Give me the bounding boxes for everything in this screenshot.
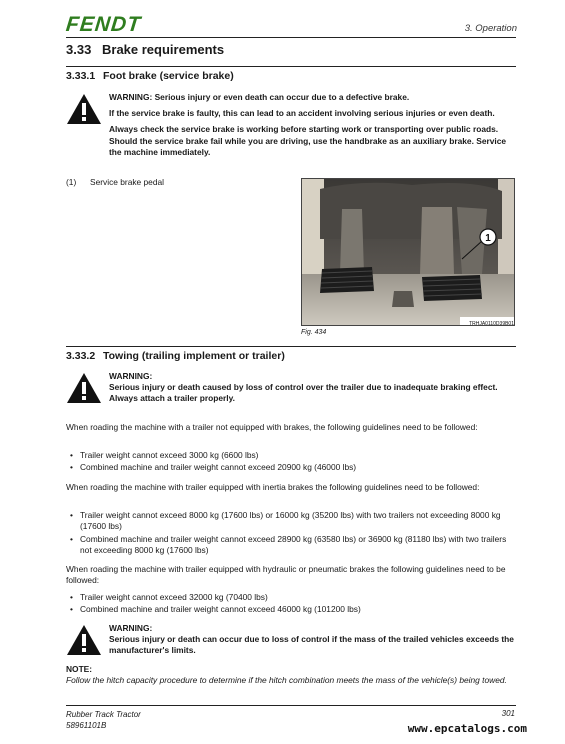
brake-pedal-illustration xyxy=(302,179,515,326)
page-number: 301 xyxy=(501,709,515,718)
footer-doc-number: 58961101B xyxy=(66,721,107,730)
warning-line: Serious injury or death caused by loss of control over the trailer due to inadequate braking effect. xyxy=(109,382,498,393)
list-item: • Trailer weight cannot exceed 8000 kg (17600 lbs) or 16000 kg (35200 lbs) with two trailers not exceeding 8000 kg (17600 lbs) xyxy=(66,510,516,533)
list-inertia xyxy=(66,510,516,558)
footer-document-info xyxy=(66,709,141,731)
list-item: • Combined machine and trailer weight cannot exceed 46000 kg (101200 lbs) xyxy=(66,604,516,615)
warning-line: Always attach a trailer properly. xyxy=(109,393,235,404)
subsection-heading-towing xyxy=(66,350,285,362)
footer-rule xyxy=(66,705,516,706)
warning-line: If the service brake is faulty, this can lead to an accident involving serious injuries or even death. xyxy=(109,108,495,119)
warning-line: Always check the service brake is working before starting work or transporting over public roads. Should the service brake fail while you are driving, use the handbrake as an auxiliary brake. Service the machine immediately. xyxy=(109,124,507,157)
list-item: • Trailer weight cannot exceed 3000 kg (6600 lbs) xyxy=(66,450,516,461)
warning-block-trailer-mass xyxy=(109,623,514,657)
figure-callout-number: 1 xyxy=(485,233,491,244)
note-text: Follow the hitch capacity procedure to determine if the hitch combination meets the mass of the vehicle(s) being towed. xyxy=(66,675,507,685)
list-hydraulic xyxy=(66,592,516,617)
legend-index: (1) xyxy=(66,177,77,187)
intro-no-brakes: When roading the machine with a trailer not equipped with brakes, the following guidelines need to be followed: xyxy=(66,422,478,432)
note-label: NOTE: xyxy=(66,664,93,674)
intro-hydraulic: When roading the machine with trailer equipped with hydraulic or pneumatic brakes the following guidelines need to be followed: xyxy=(66,564,506,586)
warning-triangle-icon xyxy=(66,93,102,125)
subsection-number: 3.33.2 xyxy=(66,350,96,362)
warning-line: WARNING: Serious injury or even death can occur due to a defective brake. xyxy=(109,92,410,102)
list-item: • Trailer weight cannot exceed 32000 kg (70400 lbs) xyxy=(66,592,516,603)
section-heading xyxy=(66,42,224,57)
subsection-rule-1 xyxy=(66,66,516,67)
subsection-rule-2 xyxy=(66,346,516,347)
warning-line: Serious injury or death can occur due to loss of control if the mass of the trailed vehicles exceeds the manufacturer's limits. xyxy=(109,634,514,656)
legend-label: Service brake pedal xyxy=(90,177,165,187)
list-no-brakes xyxy=(66,450,516,475)
header-rule xyxy=(66,37,516,38)
figure-legend-item xyxy=(66,177,164,187)
footer-product: Rubber Track Tractor xyxy=(66,710,141,719)
chapter-label: 3. Operation xyxy=(464,23,517,34)
brand-logo xyxy=(66,14,170,36)
subsection-number: 3.33.1 xyxy=(66,70,96,82)
brand-logo-text: FENDT xyxy=(64,13,143,36)
subsection-heading-foot-brake xyxy=(66,70,234,82)
warning-block-towing xyxy=(109,371,514,405)
figure-image-code: TRHJA0110D39B01 xyxy=(469,321,514,326)
subsection-title: Towing (trailing implement or trailer) xyxy=(103,350,285,362)
watermark-url: www.epcatalogs.com xyxy=(407,722,527,735)
warning-line: WARNING: xyxy=(109,623,153,633)
warning-block-foot-brake xyxy=(109,92,514,163)
list-item: • Combined machine and trailer weight cannot exceed 20900 kg (46000 lbs) xyxy=(66,462,516,473)
figure-caption: Fig. 434 xyxy=(301,329,327,336)
brake-pedal-photo xyxy=(301,178,515,326)
list-item: • Combined machine and trailer weight cannot exceed 28900 kg (63580 lbs) or 36900 kg (81180 lbs) with two trailers not exceeding 8000 kg (17600 lbs) xyxy=(66,534,516,557)
warning-triangle-icon xyxy=(66,624,102,656)
subsection-title: Foot brake (service brake) xyxy=(103,70,234,82)
warning-line: WARNING: xyxy=(109,371,153,381)
section-number: 3.33 xyxy=(66,42,92,57)
intro-inertia: When roading the machine with trailer equipped with inertia brakes the following guidelines need to be followed: xyxy=(66,482,480,492)
warning-triangle-icon xyxy=(66,372,102,404)
section-title: Brake requirements xyxy=(102,42,225,57)
